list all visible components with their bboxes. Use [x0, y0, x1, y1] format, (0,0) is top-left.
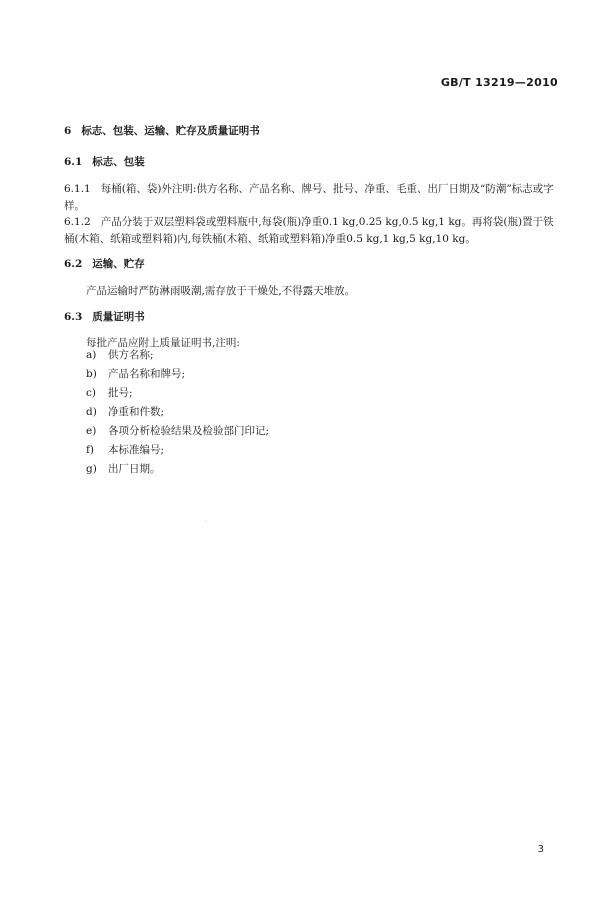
- page-number: 3: [537, 844, 544, 855]
- section-number: 6: [64, 125, 72, 137]
- list-item: c) 批号;: [86, 387, 133, 399]
- list-item: a) 供方名称;: [86, 349, 154, 361]
- clause-text: 产品分装于双层塑料袋或塑料瓶中,每袋(瓶)净重0.1 kg,0.25 kg,0.5 kg,1 kg。再将袋(瓶)置于铁桶(木箱、纸箱或塑料箱)内,每铁桶(木箱、纸箱或塑料箱)净重0.5 kg,1 kg,5 kg,10 kg。: [64, 216, 554, 245]
- section-6-2-heading: [64, 256, 560, 273]
- certificate-item-list: [86, 346, 556, 479]
- section-6-3-intro: 每批产品应附上质量证明书,注明:: [86, 337, 240, 349]
- list-item: g) 出厂日期。: [86, 463, 161, 475]
- scan-speck: [205, 521, 206, 522]
- clause-6-1-2: [64, 214, 560, 248]
- list-item: d) 净重和件数;: [86, 406, 165, 418]
- section-title: 标志、包装: [92, 156, 145, 168]
- section-6-2-text: 产品运输时严防淋雨吸潮,需存放于干燥处,不得露天堆放。: [86, 285, 356, 297]
- section-number: 6.3: [64, 311, 83, 323]
- section-title: 运输、贮存: [92, 258, 145, 270]
- list-item: b) 产品名称和牌号;: [86, 368, 186, 380]
- clause-text: 每桶(箱、袋)外注明:供方名称、产品名称、牌号、批号、净重、毛重、出厂日期及“防潮”标志或字样。: [64, 183, 554, 212]
- standard-code: GB/T 13219—2010: [440, 76, 558, 89]
- section-6-heading: [64, 123, 560, 140]
- clause-number: 6.1.1: [64, 183, 91, 195]
- clause-6-1-1: [64, 181, 560, 215]
- section-6-3-heading: [64, 309, 560, 326]
- section-6-1-heading: [64, 154, 560, 171]
- list-item: e) 各项分析检验结果及检验部门印记;: [86, 425, 270, 437]
- section-number: 6.1: [64, 156, 83, 168]
- section-title: 质量证明书: [92, 311, 145, 323]
- clause-number: 6.1.2: [64, 216, 91, 228]
- section-number: 6.2: [64, 258, 83, 270]
- section-title: 标志、包装、运输、贮存及质量证明书: [81, 125, 260, 137]
- list-item: f) 本标准编号;: [86, 444, 165, 456]
